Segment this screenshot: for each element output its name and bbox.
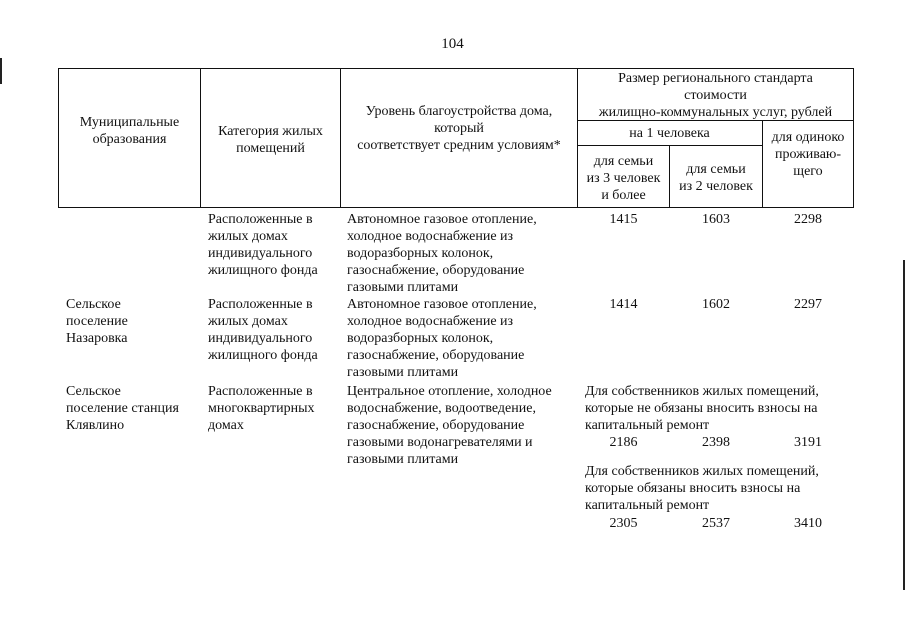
value-family2: 1603: [702, 212, 730, 227]
row-municipality: Сельское поселение станция Клявлино: [66, 384, 179, 433]
header-family2: для семьи из 2 человек: [679, 162, 753, 194]
scan-edge-left: [0, 58, 2, 84]
value-family3: 2186: [609, 435, 638, 450]
row-category: Расположенные в жилых домах индивидуального жилищного фонда: [208, 212, 318, 278]
page-number: 104: [441, 36, 464, 52]
header-level: Уровень благоустройства дома, который соответствует средним условиям*: [357, 104, 561, 153]
row-category: Расположенные в жилых домах индивидуального жилищного фонда: [208, 297, 318, 363]
row-level: Автономное газовое отопление, холодное водоснабжение из водоразборных колонок, газоснабжение, оборудование газовыми плитами: [347, 297, 537, 380]
note-with-capital-repair: Для собственников жилых помещений, которые обязаны вносить взносы на капитальный ремонт: [585, 464, 819, 513]
header-standard-size: Размер регионального стандарта стоимости жилищно-коммунальных услуг, рублей: [598, 71, 833, 120]
value-family2: 2537: [702, 516, 730, 531]
value-family3: 1414: [609, 297, 638, 312]
header-municipality: Муниципальные образования: [79, 115, 180, 147]
value-family2: 1602: [702, 297, 730, 312]
value-family3: 2305: [609, 516, 638, 531]
value-single: 2298: [794, 212, 822, 227]
table-top-border: [58, 68, 854, 69]
header-single: для одиноко проживаю- щего: [771, 130, 845, 179]
header-category: Категория жилых помещений: [218, 124, 323, 156]
row-level: Центральное отопление, холодное водоснабжение, водоотведение, газоснабжение, оборудование газовыми водонагревателями и газовыми плитами: [347, 384, 552, 467]
header-per-person: на 1 человека: [629, 126, 710, 141]
value-single: 2297: [794, 297, 822, 312]
note-without-capital-repair: Для собственников жилых помещений, которые не обязаны вносить взносы на капитальный ремонт: [585, 384, 819, 433]
header-bottom-border: [58, 207, 854, 208]
row-level: Автономное газовое отопление, холодное водоснабжение из водоразборных колонок, газоснабжение, оборудование газовыми плитами: [347, 212, 537, 295]
row-category: Расположенные в многоквартирных домах: [208, 384, 315, 433]
value-family2: 2398: [702, 435, 730, 450]
value-single: 3191: [794, 435, 822, 450]
value-family3: 1415: [609, 212, 638, 227]
value-single: 3410: [794, 516, 822, 531]
header-family3: для семьи из 3 человек и более: [586, 154, 661, 203]
row-municipality: Сельское поселение Назаровка: [66, 297, 128, 346]
